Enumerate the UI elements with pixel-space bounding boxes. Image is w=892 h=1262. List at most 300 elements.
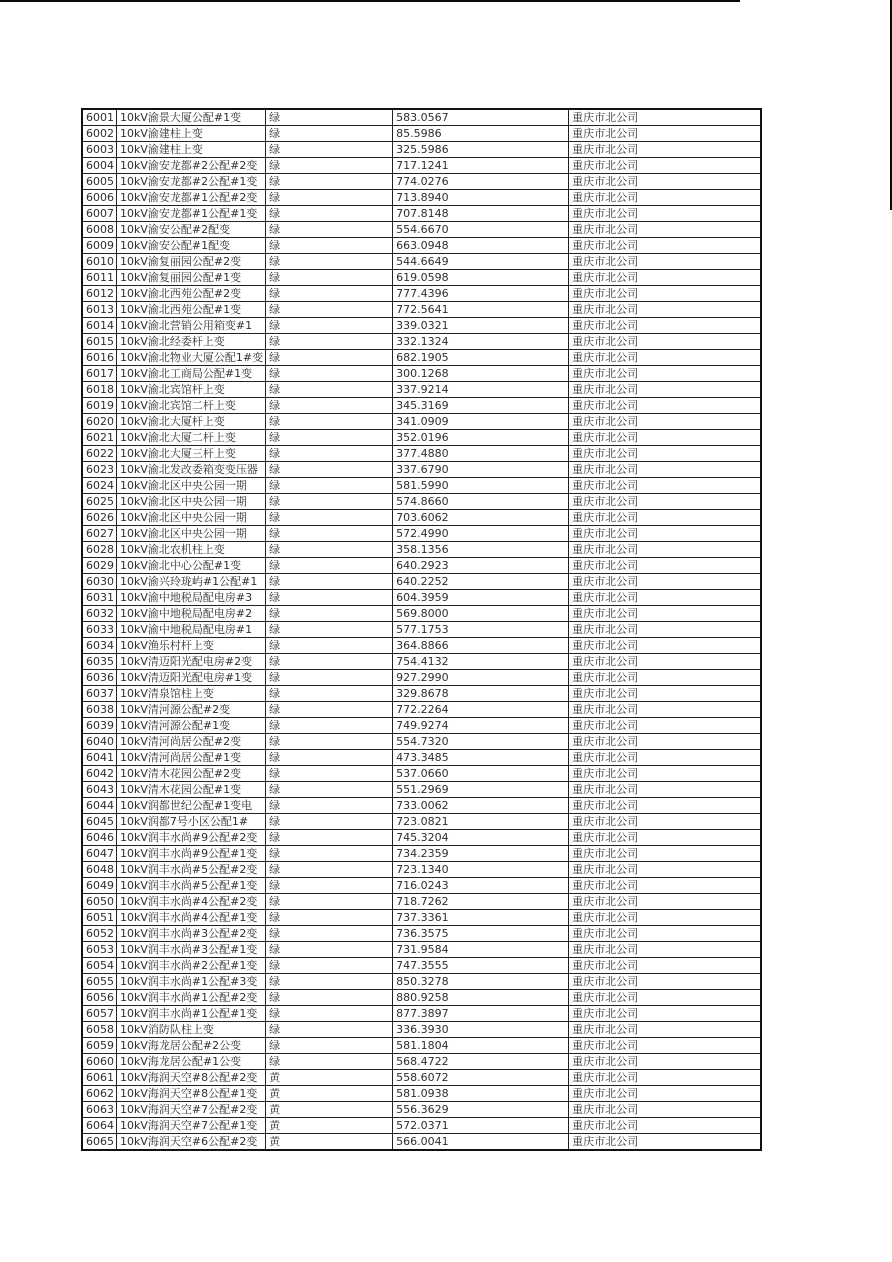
cell-company: 重庆市北公司	[569, 734, 761, 750]
cell-device-name: 10kV海润天空#7公配#2变	[117, 1102, 266, 1118]
cell-device-name: 10kV海润天空#6公配#2变	[117, 1134, 266, 1151]
cell-device-name: 10kV渝北经委杆上变	[117, 334, 266, 350]
table-row	[82, 782, 761, 798]
table-row	[82, 1038, 761, 1054]
cell-company: 重庆市北公司	[569, 526, 761, 542]
cell-row-id: 6046	[82, 830, 117, 846]
cell-value: 731.9584	[393, 942, 569, 958]
cell-device-name: 10kV渝北发改委箱变变压器	[117, 462, 266, 478]
cell-status: 绿	[266, 382, 393, 398]
cell-row-id: 6038	[82, 702, 117, 718]
cell-row-id: 6031	[82, 590, 117, 606]
cell-device-name: 10kV润丰水尚#9公配#2变	[117, 830, 266, 846]
cell-row-id: 6048	[82, 862, 117, 878]
table-row	[82, 366, 761, 382]
table-row	[82, 478, 761, 494]
table-row	[82, 766, 761, 782]
cell-status: 绿	[266, 286, 393, 302]
cell-row-id: 6022	[82, 446, 117, 462]
cell-company: 重庆市北公司	[569, 126, 761, 142]
cell-row-id: 6007	[82, 206, 117, 222]
cell-status: 黄	[266, 1134, 393, 1151]
cell-device-name: 10kV消防队柱上变	[117, 1022, 266, 1038]
table-row	[82, 126, 761, 142]
cell-device-name: 10kV海龙居公配#2公变	[117, 1038, 266, 1054]
cell-status: 绿	[266, 398, 393, 414]
cell-device-name: 10kV渝建柱上变	[117, 126, 266, 142]
transformer-table	[81, 108, 762, 1151]
cell-device-name: 10kV渝安龙都#2公配#2变	[117, 158, 266, 174]
cell-device-name: 10kV润丰水尚#3公配#1变	[117, 942, 266, 958]
cell-row-id: 6043	[82, 782, 117, 798]
cell-status: 绿	[266, 910, 393, 926]
cell-company: 重庆市北公司	[569, 702, 761, 718]
table-row	[82, 494, 761, 510]
cell-device-name: 10kV渝中地税局配电房#2	[117, 606, 266, 622]
table-row	[82, 750, 761, 766]
cell-value: 336.3930	[393, 1022, 569, 1038]
cell-company: 重庆市北公司	[569, 174, 761, 190]
cell-company: 重庆市北公司	[569, 238, 761, 254]
cell-row-id: 6001	[82, 109, 117, 126]
cell-device-name: 10kV润丰水尚#4公配#1变	[117, 910, 266, 926]
cell-row-id: 6018	[82, 382, 117, 398]
cell-row-id: 6020	[82, 414, 117, 430]
cell-value: 737.3361	[393, 910, 569, 926]
cell-value: 877.3897	[393, 1006, 569, 1022]
cell-value: 733.0062	[393, 798, 569, 814]
cell-company: 重庆市北公司	[569, 654, 761, 670]
cell-company: 重庆市北公司	[569, 670, 761, 686]
cell-device-name: 10kV渝建柱上变	[117, 142, 266, 158]
cell-status: 绿	[266, 190, 393, 206]
table-row	[82, 526, 761, 542]
cell-row-id: 6042	[82, 766, 117, 782]
table-row	[82, 862, 761, 878]
table-row	[82, 286, 761, 302]
table-row	[82, 814, 761, 830]
table-row	[82, 878, 761, 894]
cell-status: 绿	[266, 109, 393, 126]
table-row	[82, 270, 761, 286]
cell-company: 重庆市北公司	[569, 109, 761, 126]
cell-status: 绿	[266, 270, 393, 286]
cell-value: 581.1804	[393, 1038, 569, 1054]
cell-value: 619.0598	[393, 270, 569, 286]
cell-device-name: 10kV清迈阳光配电房#2变	[117, 654, 266, 670]
cell-status: 绿	[266, 414, 393, 430]
cell-device-name: 10kV渝安公配#1配变	[117, 238, 266, 254]
cell-value: 300.1268	[393, 366, 569, 382]
cell-value: 329.8678	[393, 686, 569, 702]
table-row	[82, 1086, 761, 1102]
cell-status: 绿	[266, 174, 393, 190]
cell-device-name: 10kV润丰水尚#4公配#2变	[117, 894, 266, 910]
cell-company: 重庆市北公司	[569, 334, 761, 350]
cell-device-name: 10kV渝中地税局配电房#3	[117, 590, 266, 606]
cell-row-id: 6037	[82, 686, 117, 702]
cell-value: 663.0948	[393, 238, 569, 254]
cell-status: 绿	[266, 318, 393, 334]
table-row	[82, 926, 761, 942]
cell-company: 重庆市北公司	[569, 494, 761, 510]
cell-status: 绿	[266, 830, 393, 846]
cell-company: 重庆市北公司	[569, 558, 761, 574]
cell-row-id: 6065	[82, 1134, 117, 1151]
table-row	[82, 222, 761, 238]
cell-value: 581.5990	[393, 478, 569, 494]
cell-device-name: 10kV渝中地税局配电房#1	[117, 622, 266, 638]
cell-device-name: 10kV渝安龙都#1公配#2变	[117, 190, 266, 206]
cell-row-id: 6009	[82, 238, 117, 254]
cell-row-id: 6064	[82, 1118, 117, 1134]
cell-value: 703.6062	[393, 510, 569, 526]
cell-row-id: 6034	[82, 638, 117, 654]
cell-value: 772.5641	[393, 302, 569, 318]
cell-value: 377.4880	[393, 446, 569, 462]
cell-value: 572.4990	[393, 526, 569, 542]
cell-row-id: 6061	[82, 1070, 117, 1086]
cell-status: 绿	[266, 942, 393, 958]
table-row	[82, 190, 761, 206]
cell-row-id: 6050	[82, 894, 117, 910]
table-row	[82, 158, 761, 174]
cell-status: 绿	[266, 638, 393, 654]
cell-status: 绿	[266, 526, 393, 542]
cell-device-name: 10kV润丰水尚#1公配#1变	[117, 1006, 266, 1022]
cell-company: 重庆市北公司	[569, 830, 761, 846]
cell-status: 绿	[266, 430, 393, 446]
cell-row-id: 6003	[82, 142, 117, 158]
cell-device-name: 10kV渝复丽园公配#1变	[117, 270, 266, 286]
cell-status: 绿	[266, 894, 393, 910]
cell-device-name: 10kV渝安龙都#2公配#1变	[117, 174, 266, 190]
cell-row-id: 6056	[82, 990, 117, 1006]
table-row	[82, 1022, 761, 1038]
cell-device-name: 10kV渝北宾馆杆上变	[117, 382, 266, 398]
cell-row-id: 6062	[82, 1086, 117, 1102]
cell-company: 重庆市北公司	[569, 638, 761, 654]
cell-company: 重庆市北公司	[569, 302, 761, 318]
cell-device-name: 10kV清木花园公配#2变	[117, 766, 266, 782]
cell-device-name: 10kV渝安公配#2配变	[117, 222, 266, 238]
table-row	[82, 974, 761, 990]
cell-device-name: 10kV渝北大厦二杆上变	[117, 430, 266, 446]
cell-row-id: 6006	[82, 190, 117, 206]
cell-device-name: 10kV渝北宾馆二杆上变	[117, 398, 266, 414]
cell-status: 黄	[266, 1118, 393, 1134]
cell-status: 绿	[266, 958, 393, 974]
cell-value: 749.9274	[393, 718, 569, 734]
cell-value: 558.6072	[393, 1070, 569, 1086]
cell-value: 364.8866	[393, 638, 569, 654]
cell-row-id: 6032	[82, 606, 117, 622]
cell-device-name: 10kV渝北区中央公园一期	[117, 478, 266, 494]
cell-value: 718.7262	[393, 894, 569, 910]
cell-row-id: 6030	[82, 574, 117, 590]
cell-device-name: 10kV润丰水尚#1公配#3变	[117, 974, 266, 990]
table-row	[82, 798, 761, 814]
cell-company: 重庆市北公司	[569, 1086, 761, 1102]
cell-device-name: 10kV润丰水尚#2公配#1变	[117, 958, 266, 974]
cell-company: 重庆市北公司	[569, 1134, 761, 1151]
table-row	[82, 510, 761, 526]
cell-company: 重庆市北公司	[569, 990, 761, 1006]
table-row	[82, 142, 761, 158]
table-row	[82, 606, 761, 622]
table-row	[82, 910, 761, 926]
cell-status: 绿	[266, 798, 393, 814]
cell-device-name: 10kV清泉馆柱上变	[117, 686, 266, 702]
cell-device-name: 10kV海龙居公配#1公变	[117, 1054, 266, 1070]
cell-value: 556.3629	[393, 1102, 569, 1118]
cell-row-id: 6051	[82, 910, 117, 926]
cell-company: 重庆市北公司	[569, 622, 761, 638]
cell-value: 880.9258	[393, 990, 569, 1006]
cell-status: 绿	[266, 222, 393, 238]
cell-status: 绿	[266, 654, 393, 670]
cell-value: 568.4722	[393, 1054, 569, 1070]
cell-value: 747.3555	[393, 958, 569, 974]
cell-device-name: 10kV渔乐村杆上变	[117, 638, 266, 654]
cell-device-name: 10kV渝北中心公配#1变	[117, 558, 266, 574]
cell-value: 734.2359	[393, 846, 569, 862]
cell-value: 707.8148	[393, 206, 569, 222]
cell-value: 358.1356	[393, 542, 569, 558]
cell-company: 重庆市北公司	[569, 270, 761, 286]
cell-value: 927.2990	[393, 670, 569, 686]
cell-status: 绿	[266, 238, 393, 254]
cell-device-name: 10kV润丰水尚#9公配#1变	[117, 846, 266, 862]
cell-row-id: 6039	[82, 718, 117, 734]
cell-status: 绿	[266, 718, 393, 734]
cell-value: 577.1753	[393, 622, 569, 638]
cell-row-id: 6057	[82, 1006, 117, 1022]
cell-value: 572.0371	[393, 1118, 569, 1134]
cell-row-id: 6028	[82, 542, 117, 558]
cell-status: 绿	[266, 734, 393, 750]
cell-company: 重庆市北公司	[569, 894, 761, 910]
cell-status: 绿	[266, 350, 393, 366]
cell-company: 重庆市北公司	[569, 142, 761, 158]
table-row	[82, 590, 761, 606]
cell-value: 352.0196	[393, 430, 569, 446]
table-row	[82, 558, 761, 574]
table-row	[82, 446, 761, 462]
cell-status: 绿	[266, 1006, 393, 1022]
cell-device-name: 10kV渝北农机柱上变	[117, 542, 266, 558]
cell-company: 重庆市北公司	[569, 1102, 761, 1118]
cell-row-id: 6036	[82, 670, 117, 686]
cell-company: 重庆市北公司	[569, 462, 761, 478]
table-row	[82, 542, 761, 558]
cell-row-id: 6025	[82, 494, 117, 510]
cell-row-id: 6041	[82, 750, 117, 766]
cell-status: 绿	[266, 446, 393, 462]
cell-company: 重庆市北公司	[569, 190, 761, 206]
cell-row-id: 6060	[82, 1054, 117, 1070]
cell-company: 重庆市北公司	[569, 254, 761, 270]
cell-company: 重庆市北公司	[569, 1038, 761, 1054]
cell-value: 337.6790	[393, 462, 569, 478]
table-row	[82, 846, 761, 862]
cell-company: 重庆市北公司	[569, 1022, 761, 1038]
cell-company: 重庆市北公司	[569, 542, 761, 558]
cell-value: 339.0321	[393, 318, 569, 334]
cell-status: 绿	[266, 302, 393, 318]
cell-status: 绿	[266, 622, 393, 638]
cell-value: 640.2252	[393, 574, 569, 590]
cell-status: 绿	[266, 606, 393, 622]
cell-company: 重庆市北公司	[569, 750, 761, 766]
cell-value: 774.0276	[393, 174, 569, 190]
table-row	[82, 254, 761, 270]
cell-row-id: 6026	[82, 510, 117, 526]
cell-status: 绿	[266, 126, 393, 142]
table-row	[82, 1054, 761, 1070]
cell-value: 640.2923	[393, 558, 569, 574]
cell-value: 341.0909	[393, 414, 569, 430]
table-row	[82, 942, 761, 958]
cell-status: 绿	[266, 926, 393, 942]
cell-status: 绿	[266, 366, 393, 382]
cell-device-name: 10kV清木花园公配#1变	[117, 782, 266, 798]
cell-status: 绿	[266, 574, 393, 590]
cell-device-name: 10kV海润天空#7公配#1变	[117, 1118, 266, 1134]
cell-value: 583.0567	[393, 109, 569, 126]
cell-value: 716.0243	[393, 878, 569, 894]
cell-status: 绿	[266, 254, 393, 270]
cell-row-id: 6035	[82, 654, 117, 670]
cell-row-id: 6029	[82, 558, 117, 574]
cell-value: 325.5986	[393, 142, 569, 158]
cell-device-name: 10kV渝北工商局公配#1变	[117, 366, 266, 382]
cell-value: 754.4132	[393, 654, 569, 670]
cell-status: 绿	[266, 510, 393, 526]
cell-company: 重庆市北公司	[569, 606, 761, 622]
table-row	[82, 206, 761, 222]
cell-status: 黄	[266, 1102, 393, 1118]
cell-status: 绿	[266, 686, 393, 702]
cell-device-name: 10kV渝北大厦三杆上变	[117, 446, 266, 462]
cell-value: 332.1324	[393, 334, 569, 350]
table-row	[82, 894, 761, 910]
cell-device-name: 10kV润丰水尚#5公配#1变	[117, 878, 266, 894]
cell-company: 重庆市北公司	[569, 222, 761, 238]
cell-company: 重庆市北公司	[569, 398, 761, 414]
cell-device-name: 10kV润丰水尚#3公配#2变	[117, 926, 266, 942]
cell-device-name: 10kV渝北营销公用箱变#1	[117, 318, 266, 334]
cell-row-id: 6055	[82, 974, 117, 990]
cell-company: 重庆市北公司	[569, 318, 761, 334]
table-row	[82, 718, 761, 734]
cell-row-id: 6008	[82, 222, 117, 238]
table-row	[82, 638, 761, 654]
cell-company: 重庆市北公司	[569, 590, 761, 606]
cell-value: 554.7320	[393, 734, 569, 750]
cell-row-id: 6023	[82, 462, 117, 478]
cell-value: 537.0660	[393, 766, 569, 782]
cell-company: 重庆市北公司	[569, 350, 761, 366]
cell-company: 重庆市北公司	[569, 974, 761, 990]
table-row	[82, 302, 761, 318]
cell-value: 337.9214	[393, 382, 569, 398]
cell-device-name: 10kV润丰水尚#1公配#2变	[117, 990, 266, 1006]
cell-status: 绿	[266, 766, 393, 782]
cell-device-name: 10kV渝北西苑公配#2变	[117, 286, 266, 302]
cell-company: 重庆市北公司	[569, 430, 761, 446]
cell-device-name: 10kV渝北物业大厦公配1#变	[117, 350, 266, 366]
cell-status: 绿	[266, 1054, 393, 1070]
cell-row-id: 6024	[82, 478, 117, 494]
cell-value: 723.0821	[393, 814, 569, 830]
cell-status: 黄	[266, 1086, 393, 1102]
cell-status: 绿	[266, 158, 393, 174]
cell-company: 重庆市北公司	[569, 798, 761, 814]
cell-device-name: 10kV渝北区中央公园一期	[117, 510, 266, 526]
cell-device-name: 10kV渝复丽园公配#2变	[117, 254, 266, 270]
table-row	[82, 734, 761, 750]
table-row	[82, 1006, 761, 1022]
cell-value: 345.3169	[393, 398, 569, 414]
cell-row-id: 6005	[82, 174, 117, 190]
cell-row-id: 6011	[82, 270, 117, 286]
cell-status: 绿	[266, 670, 393, 686]
cell-company: 重庆市北公司	[569, 414, 761, 430]
cell-device-name: 10kV清河源公配#2变	[117, 702, 266, 718]
cell-status: 绿	[266, 814, 393, 830]
cell-device-name: 10kV渝北区中央公园一期	[117, 494, 266, 510]
cell-row-id: 6054	[82, 958, 117, 974]
cell-company: 重庆市北公司	[569, 942, 761, 958]
grid-body	[82, 109, 761, 1150]
cell-company: 重庆市北公司	[569, 510, 761, 526]
cell-company: 重庆市北公司	[569, 926, 761, 942]
cell-row-id: 6049	[82, 878, 117, 894]
table-row	[82, 174, 761, 190]
cell-status: 绿	[266, 1038, 393, 1054]
table-row	[82, 398, 761, 414]
cell-status: 绿	[266, 590, 393, 606]
cell-row-id: 6004	[82, 158, 117, 174]
table-row	[82, 830, 761, 846]
cell-company: 重庆市北公司	[569, 446, 761, 462]
cell-status: 绿	[266, 878, 393, 894]
cell-company: 重庆市北公司	[569, 686, 761, 702]
cell-company: 重庆市北公司	[569, 158, 761, 174]
cell-row-id: 6052	[82, 926, 117, 942]
cell-value: 554.6670	[393, 222, 569, 238]
table-row	[82, 702, 761, 718]
cell-row-id: 6021	[82, 430, 117, 446]
table-row	[82, 1102, 761, 1118]
table-row	[82, 334, 761, 350]
cell-value: 551.2969	[393, 782, 569, 798]
cell-status: 绿	[266, 478, 393, 494]
cell-company: 重庆市北公司	[569, 814, 761, 830]
cell-status: 绿	[266, 846, 393, 862]
table-row	[82, 109, 761, 126]
cell-device-name: 10kV海润天空#8公配#1变	[117, 1086, 266, 1102]
cell-row-id: 6010	[82, 254, 117, 270]
cell-company: 重庆市北公司	[569, 718, 761, 734]
cell-value: 569.8000	[393, 606, 569, 622]
cell-status: 绿	[266, 142, 393, 158]
cell-value: 85.5986	[393, 126, 569, 142]
cell-device-name: 10kV渝安龙都#1公配#1变	[117, 206, 266, 222]
cell-status: 绿	[266, 462, 393, 478]
cell-device-name: 10kV清河源公配#1变	[117, 718, 266, 734]
